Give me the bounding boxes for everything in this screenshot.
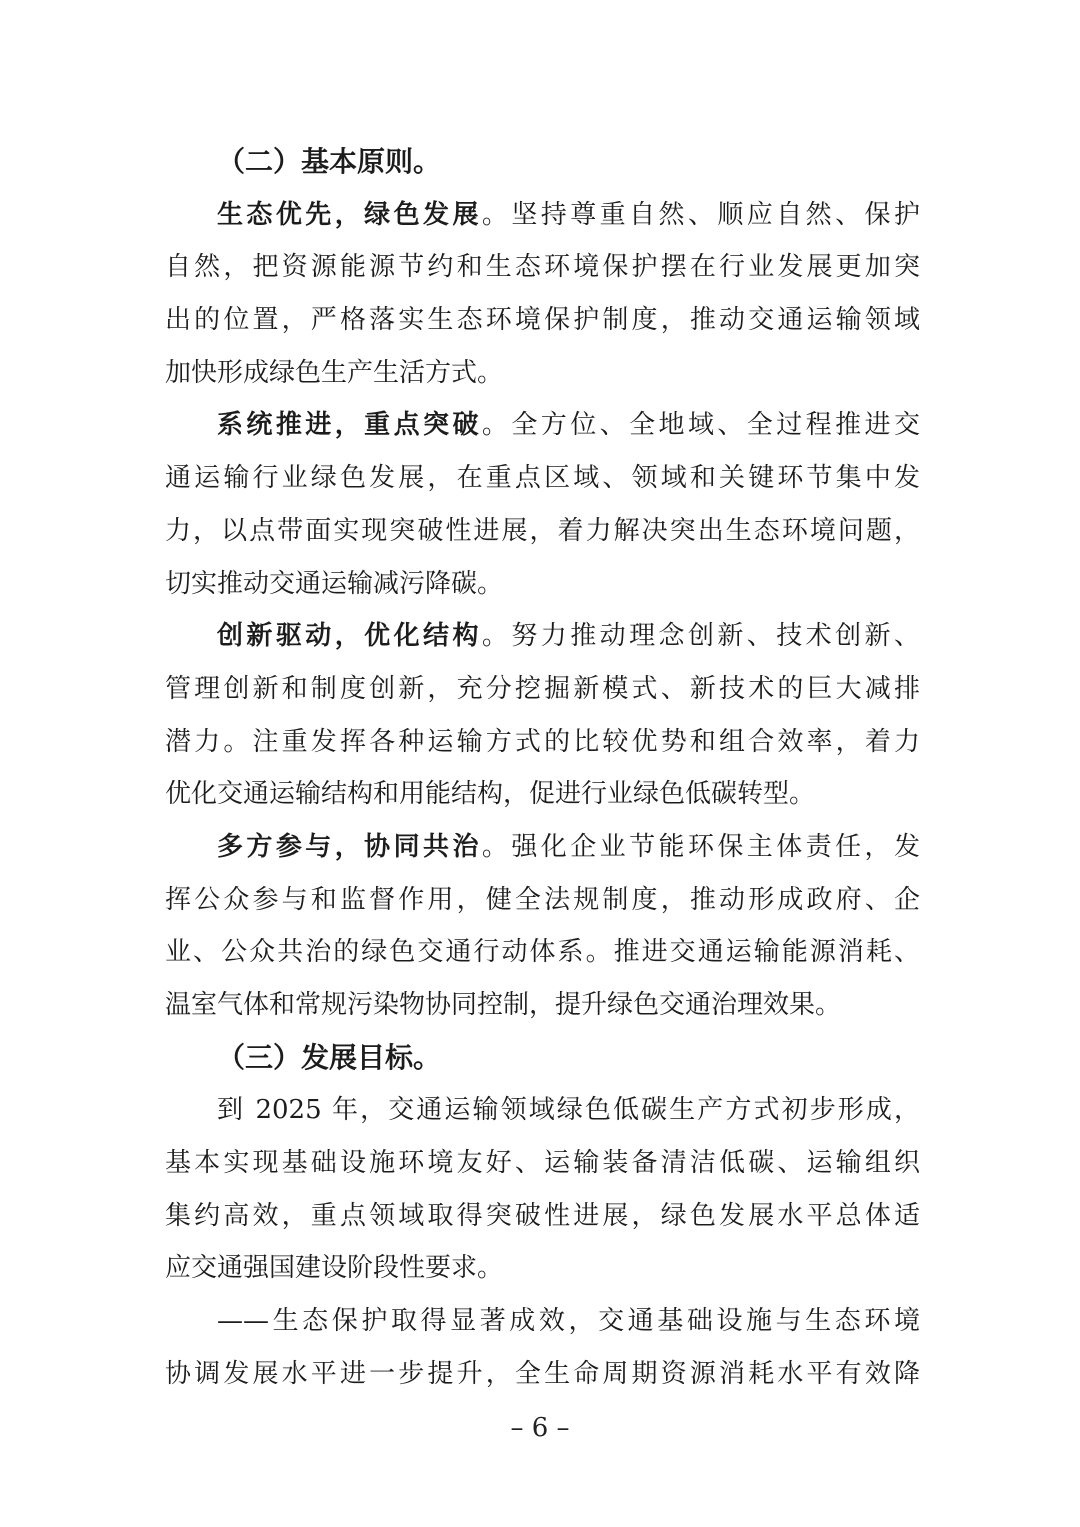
text-line — [165, 399, 920, 452]
line-text: 挥公众参与和监督作用，健全法规制度，推动形成政府、企 — [165, 884, 920, 915]
text-line — [165, 1348, 920, 1401]
text-line — [165, 768, 920, 821]
bold-lead: 创新驱动，优化结构 — [217, 621, 482, 652]
text-line — [165, 926, 920, 979]
text-line — [165, 241, 920, 294]
line-text: ——生态保护取得显著成效，交通基础设施与生态环境 — [217, 1306, 920, 1337]
page-number: – 6 – — [510, 1413, 570, 1443]
bold-lead: 多方参与，协同共治 — [217, 831, 482, 862]
text-line — [165, 558, 920, 611]
line-text: 加快形成绿色生产生活方式。 — [165, 357, 504, 388]
text-line — [165, 821, 920, 874]
text-line — [165, 1137, 920, 1190]
text-line — [165, 452, 920, 505]
line-text: 自然，把资源能源节约和生态环境保护摆在行业发展更加突 — [165, 252, 920, 283]
line-text: 。努力推动理念创新、技术创新、 — [481, 621, 920, 652]
line-text: 优化交通运输结构和用能结构，促进行业绿色低碳转型。 — [165, 779, 816, 810]
line-text: 到 2025 年，交通运输领域绿色低碳生产方式初步形成， — [217, 1095, 920, 1126]
text-line — [165, 979, 920, 1032]
text-line — [165, 505, 920, 558]
line-text: 。全方位、全地域、全过程推进交 — [481, 410, 920, 441]
line-text: 。强化企业节能环保主体责任，发 — [481, 831, 920, 862]
line-text: 协调发展水平进一步提升，全生命周期资源消耗水平有效降 — [165, 1358, 920, 1389]
text-line — [165, 1084, 920, 1137]
bold-lead: 生态优先，绿色发展 — [217, 199, 482, 230]
text-line — [165, 1190, 920, 1243]
text-line — [165, 294, 920, 347]
line-text: 集约高效，重点领域取得突破性进展，绿色发展水平总体适 — [165, 1200, 920, 1231]
line-text: 温室气体和常规污染物协同控制，提升绿色交通治理效果。 — [165, 990, 842, 1020]
heading-text: （二）基本原则。 — [217, 145, 442, 178]
section-heading-development-goals — [165, 1032, 920, 1085]
text-line — [165, 716, 920, 769]
line-text: 业、公众共治的绿色交通行动体系。推进交通运输能源消耗、 — [165, 937, 920, 968]
line-text: 力，以点带面实现突破性进展，着力解决突出生态环境问题， — [165, 515, 920, 546]
text-line — [165, 610, 920, 663]
line-text: 应交通强国建设阶段性要求。 — [165, 1253, 504, 1284]
text-line — [165, 874, 920, 927]
bold-lead: 系统推进，重点突破 — [217, 410, 482, 441]
line-text: 。坚持尊重自然、顺应自然、保护 — [481, 199, 920, 230]
line-text: 基本实现基础设施环境友好、运输装备清洁低碳、运输组织 — [165, 1148, 920, 1179]
text-line — [165, 189, 920, 242]
line-text: 通运输行业绿色发展，在重点区域、领域和关键环节集中发 — [165, 463, 920, 494]
text-line — [165, 1242, 920, 1295]
line-text: 切实推动交通运输减污降碳。 — [165, 568, 504, 599]
line-text: 潜力。注重发挥各种运输方式的比较优势和组合效率，着力 — [165, 726, 920, 757]
line-text: 管理创新和制度创新，充分挖掘新模式、新技术的巨大减排 — [165, 673, 920, 704]
heading-text: （三）发展目标。 — [217, 1040, 442, 1074]
text-line-dash-item — [165, 1295, 920, 1348]
text-line — [165, 347, 920, 400]
document-body — [165, 136, 920, 1401]
text-line — [165, 663, 920, 716]
line-text: 出的位置，严格落实生态环境保护制度，推动交通运输领域 — [165, 305, 920, 336]
section-heading-basic-principles — [165, 136, 920, 189]
